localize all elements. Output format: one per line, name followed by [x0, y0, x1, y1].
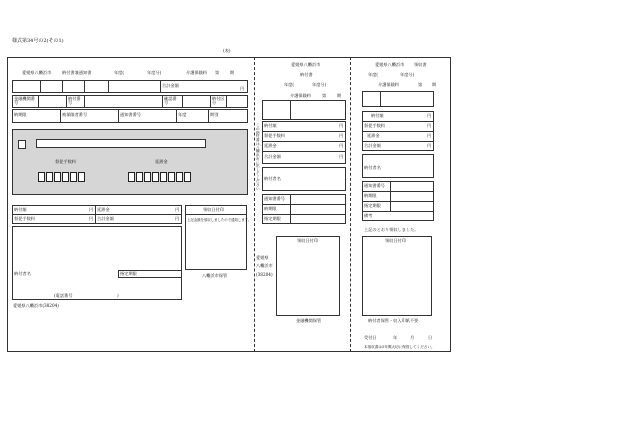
mid-stamp-label: 領収日付印 — [297, 238, 318, 243]
right-due: 納期限 — [364, 193, 377, 198]
mid-yen-3: 円 — [339, 154, 344, 159]
ocr-code-field — [36, 139, 206, 148]
left-footer: 愛媛県八幡浜市(38204) — [13, 303, 59, 308]
right-date-y: 年 — [393, 335, 398, 340]
total2-yen: 円 — [175, 216, 180, 221]
gray-amount-label: 督促手数料 — [55, 159, 76, 164]
left-notice-title: 納付書兼通知書 — [62, 70, 92, 75]
phone-close: ) — [117, 293, 119, 298]
mid-yen-2: 円 — [339, 143, 344, 148]
right-title: 領収書 — [414, 62, 427, 67]
right-keep-label: 納付者保管・収入印紙不要 — [368, 318, 419, 323]
right-insurance: 介護保険料 — [378, 82, 399, 87]
right-year-part: 年度分) — [400, 72, 415, 77]
right-memo: 備考 — [364, 213, 373, 218]
mid-issuer-v2: 八幡浜市 — [256, 263, 273, 268]
payer-no-label: 納付番号 — [68, 96, 81, 106]
mid-top-grid — [262, 100, 346, 120]
payer-name-label: 納付者名 — [14, 271, 31, 276]
dun-fee-label: 督促手数料 — [14, 216, 35, 221]
perforation-left — [254, 57, 255, 352]
mid-year-part: 年度分) — [312, 82, 327, 87]
total-label: 合計金額 — [162, 83, 179, 88]
mid-yen-0: 円 — [339, 123, 344, 128]
mid-spec-due: 指定期限 — [264, 216, 281, 221]
mid-side-vertical: この納付書は、八幡浜市に出してください — [256, 123, 264, 192]
left-stamp-note: 上記金額を領収しましたので通知します。 — [187, 218, 252, 222]
code-grid — [12, 80, 248, 93]
right-row-3: 合計金額 — [364, 143, 381, 148]
right-date-m: 月 — [410, 335, 415, 340]
right-yen-2: 円 — [427, 133, 432, 138]
right-yen-1: 円 — [427, 123, 432, 128]
notice-no-label: 通知書番号 — [120, 112, 141, 117]
fin-inst-label: 金融機関番号 — [14, 96, 35, 106]
mid-keep-label: 金融機関保管 — [296, 318, 322, 323]
due-label: 納期限 — [14, 112, 27, 117]
right-yen-3: 円 — [427, 143, 432, 148]
left-period-suffix: 期 — [230, 70, 235, 75]
left-insurance-label: 介護保険料 — [186, 70, 207, 75]
mid-year: 年度( — [284, 82, 295, 87]
mid-due: 納期限 — [264, 206, 277, 211]
pay-amount-label: 納付額 — [14, 207, 27, 212]
perforation-right — [350, 57, 351, 352]
total-yen: 円 — [240, 86, 245, 91]
pay-div-label: 納付区分 — [212, 96, 225, 106]
right-row-1: 督促手数料 — [364, 123, 385, 128]
ocr-check-box — [18, 140, 26, 149]
right-date-d: 日 — [428, 335, 433, 340]
right-row-0: 納付額 — [371, 113, 384, 118]
right-issuer: 愛媛県八幡浜市 — [375, 62, 405, 67]
mid-insurance: 介護保険料 — [290, 93, 311, 98]
left-issuer: 愛媛県八幡浜市 — [22, 70, 52, 75]
right-top-grid — [362, 91, 434, 107]
year-label: 年度 — [178, 112, 187, 117]
left-year-part: 年度分) — [147, 70, 162, 75]
right-date-label: 受付日 — [364, 335, 377, 340]
left-period: 第 — [215, 70, 220, 75]
delay-yen: 円 — [175, 207, 180, 212]
pay-amount-yen: 円 — [89, 207, 94, 212]
right-row-2: 延滞金 — [367, 133, 380, 138]
mid-stamp-box — [276, 236, 340, 316]
delay-label: 延滞金 — [97, 207, 110, 212]
right-notice-no: 通知書番号 — [364, 183, 385, 188]
left-stamp-label: 領収日付印 — [203, 207, 224, 212]
mid-row-1: 督促手数料 — [264, 133, 285, 138]
total2-label: 合計金額 — [97, 216, 114, 221]
period-label: 期別 — [210, 112, 219, 117]
mid-row-2: 延滞金 — [264, 143, 277, 148]
right-year: 年度( — [368, 72, 379, 77]
right-stamp-label: 領収日付印 — [385, 238, 406, 243]
right-period-suffix: 期 — [432, 82, 437, 87]
gray-delay-label: 延滞金 — [155, 159, 168, 164]
mid-yen-1: 円 — [339, 133, 344, 138]
right-spec-due: 指定期限 — [364, 203, 381, 208]
right-stamp-box — [362, 236, 432, 316]
mid-issuer: 愛媛県八幡浜市 — [291, 62, 321, 67]
right-received: 上記のとおり領収しました。 — [364, 227, 419, 232]
mid-issuer-v1: 愛媛県 — [256, 255, 269, 260]
right-payer-label: 納付者名 — [364, 165, 381, 170]
mid-payer-label: 納付者名 — [264, 176, 281, 181]
right-yen-0: 円 — [427, 113, 432, 118]
form-number: 様式第34号の2(その1) — [12, 38, 64, 44]
mid-row-3: 合計金額 — [264, 154, 281, 159]
mid-period-suffix: 期 — [337, 93, 342, 98]
mid-title: 納付書 — [300, 72, 313, 77]
left-year: 年度( — [114, 70, 125, 75]
mid-period: 第 — [322, 93, 327, 98]
mid-issuer-code: (38204) — [256, 272, 273, 277]
phone-label: (電話番号 — [54, 293, 73, 298]
right-note: 本領収書は5年間大切に保管してください。 — [364, 345, 435, 349]
side-label: (表) — [223, 48, 231, 53]
insured-no-label: 被保険者番号 — [62, 112, 88, 117]
right-period: 第 — [418, 82, 423, 87]
mid-row-0: 納付額 — [264, 123, 277, 128]
due-date-label: 指定期限 — [120, 271, 137, 276]
mid-notice-no: 通知書番号 — [264, 196, 285, 201]
confirm-no-label: 確認番号 — [164, 96, 177, 106]
payer-box — [12, 226, 182, 300]
dun-fee-yen: 円 — [89, 216, 94, 221]
left-keep-label: 八幡浜市保管 — [202, 273, 228, 278]
